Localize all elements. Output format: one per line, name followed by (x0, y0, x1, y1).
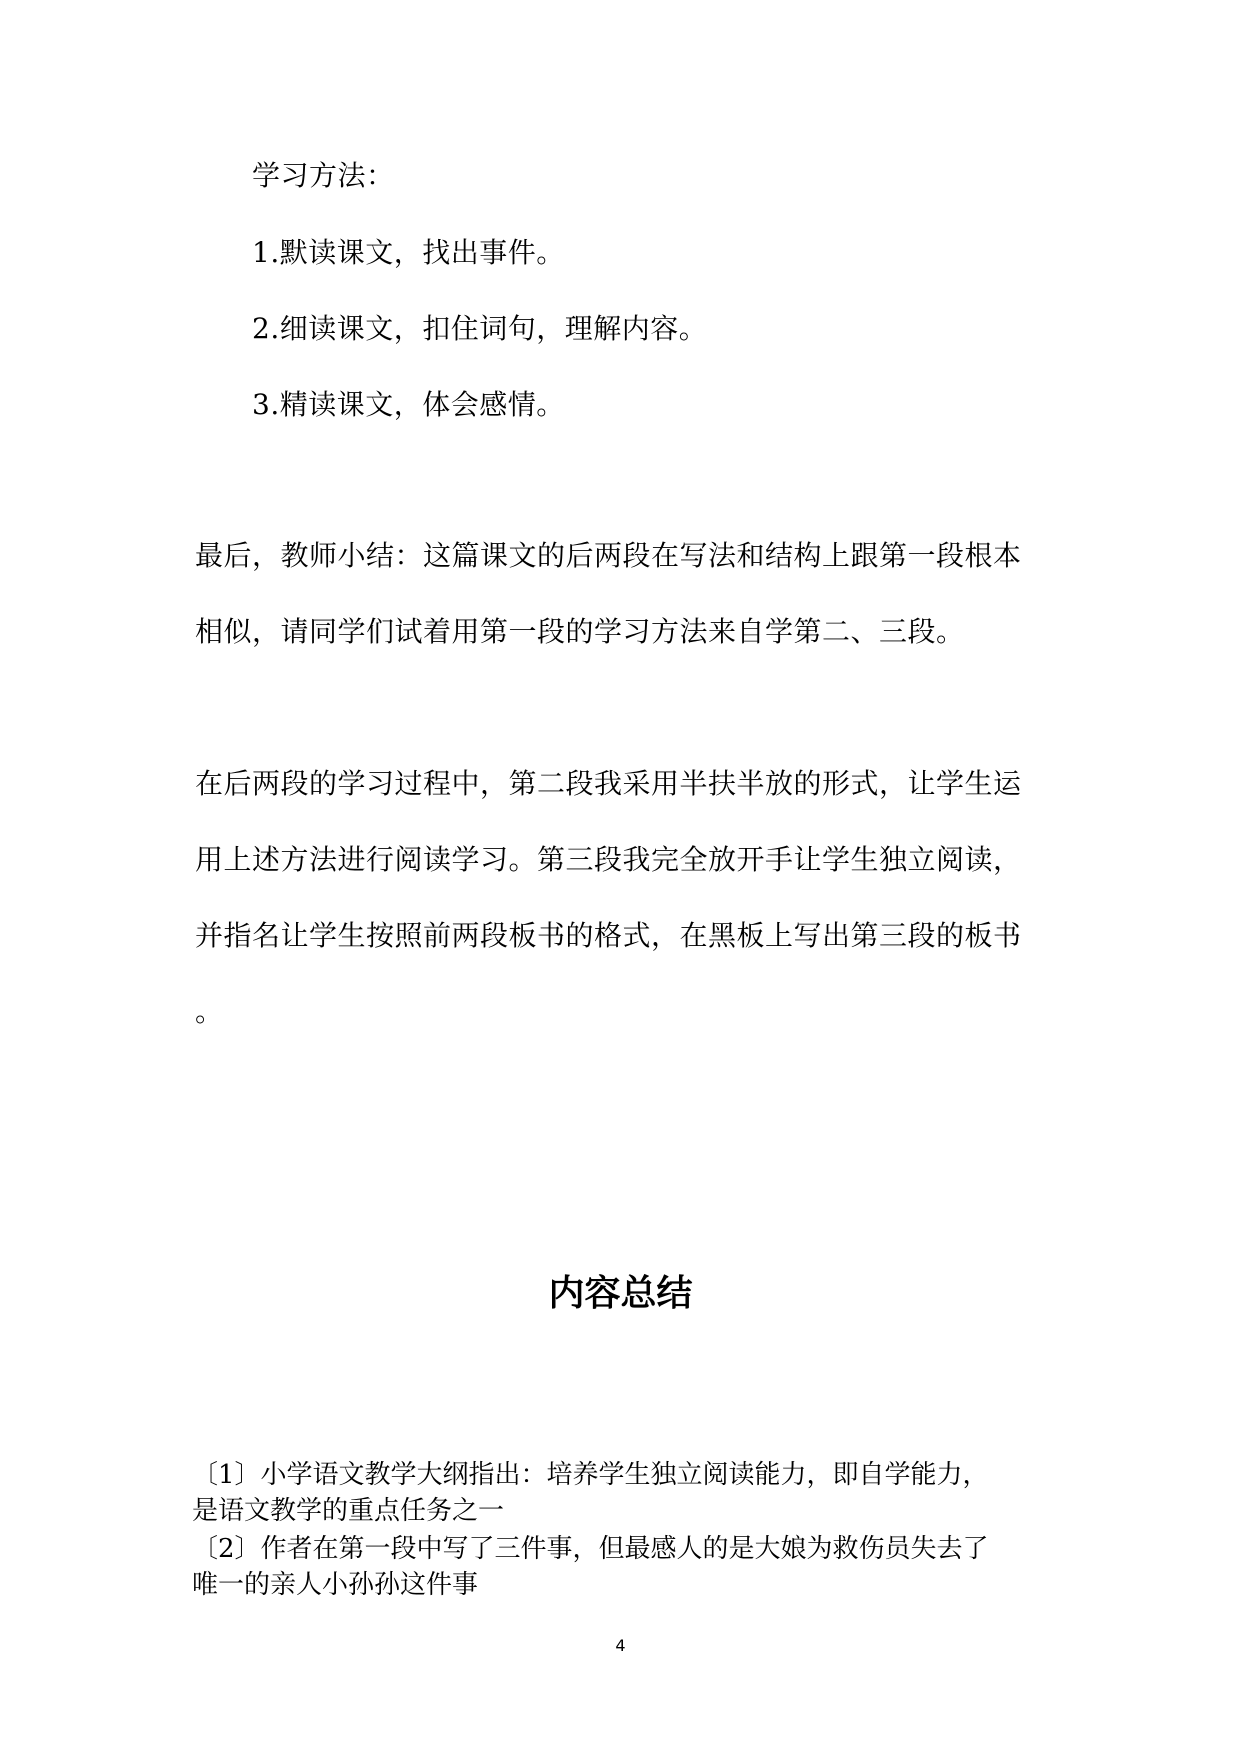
paragraph1-line-2: 相似，请同学们试着用第一段的学习方法来自学第二、三段。 (195, 615, 965, 648)
summary-line-3: 〔2〕作者在第一段中写了三件事，但最感人的是大娘为救伤员失去了 (192, 1534, 989, 1564)
summary-line-2: 是语文教学的重点任务之一 (192, 1496, 505, 1526)
method-item-3: 3.精读课文，体会感情。 (252, 388, 565, 421)
paragraph2-line-4: 。 (195, 995, 224, 1028)
paragraph2-line-2: 用上述方法进行阅读学习。第三段我完全放开手让学生独立阅读， (195, 843, 1022, 876)
methods-heading: 学习方法： (252, 159, 395, 192)
paragraph2-line-1: 在后两段的学习过程中，第二段我采用半扶半放的形式，让学生运 (195, 767, 1022, 800)
paragraph1-line-1: 最后，教师小结：这篇课文的后两段在写法和结构上跟第一段根本 (195, 539, 1022, 572)
summary-line-4: 唯一的亲人小孙孙这件事 (192, 1570, 479, 1600)
method-item-1: 1.默读课文，找出事件。 (252, 236, 565, 269)
summary-line-1: 〔1〕小学语文教学大纲指出：培养学生独立阅读能力，即自学能力， (192, 1460, 989, 1490)
page-number: 4 (615, 1636, 626, 1655)
method-item-2: 2.细读课文，扣住词句，理解内容。 (252, 312, 708, 345)
paragraph2-line-3: 并指名让学生按照前两段板书的格式，在黑板上写出第三段的板书 (195, 919, 1022, 952)
summary-title: 内容总结 (548, 1273, 693, 1314)
